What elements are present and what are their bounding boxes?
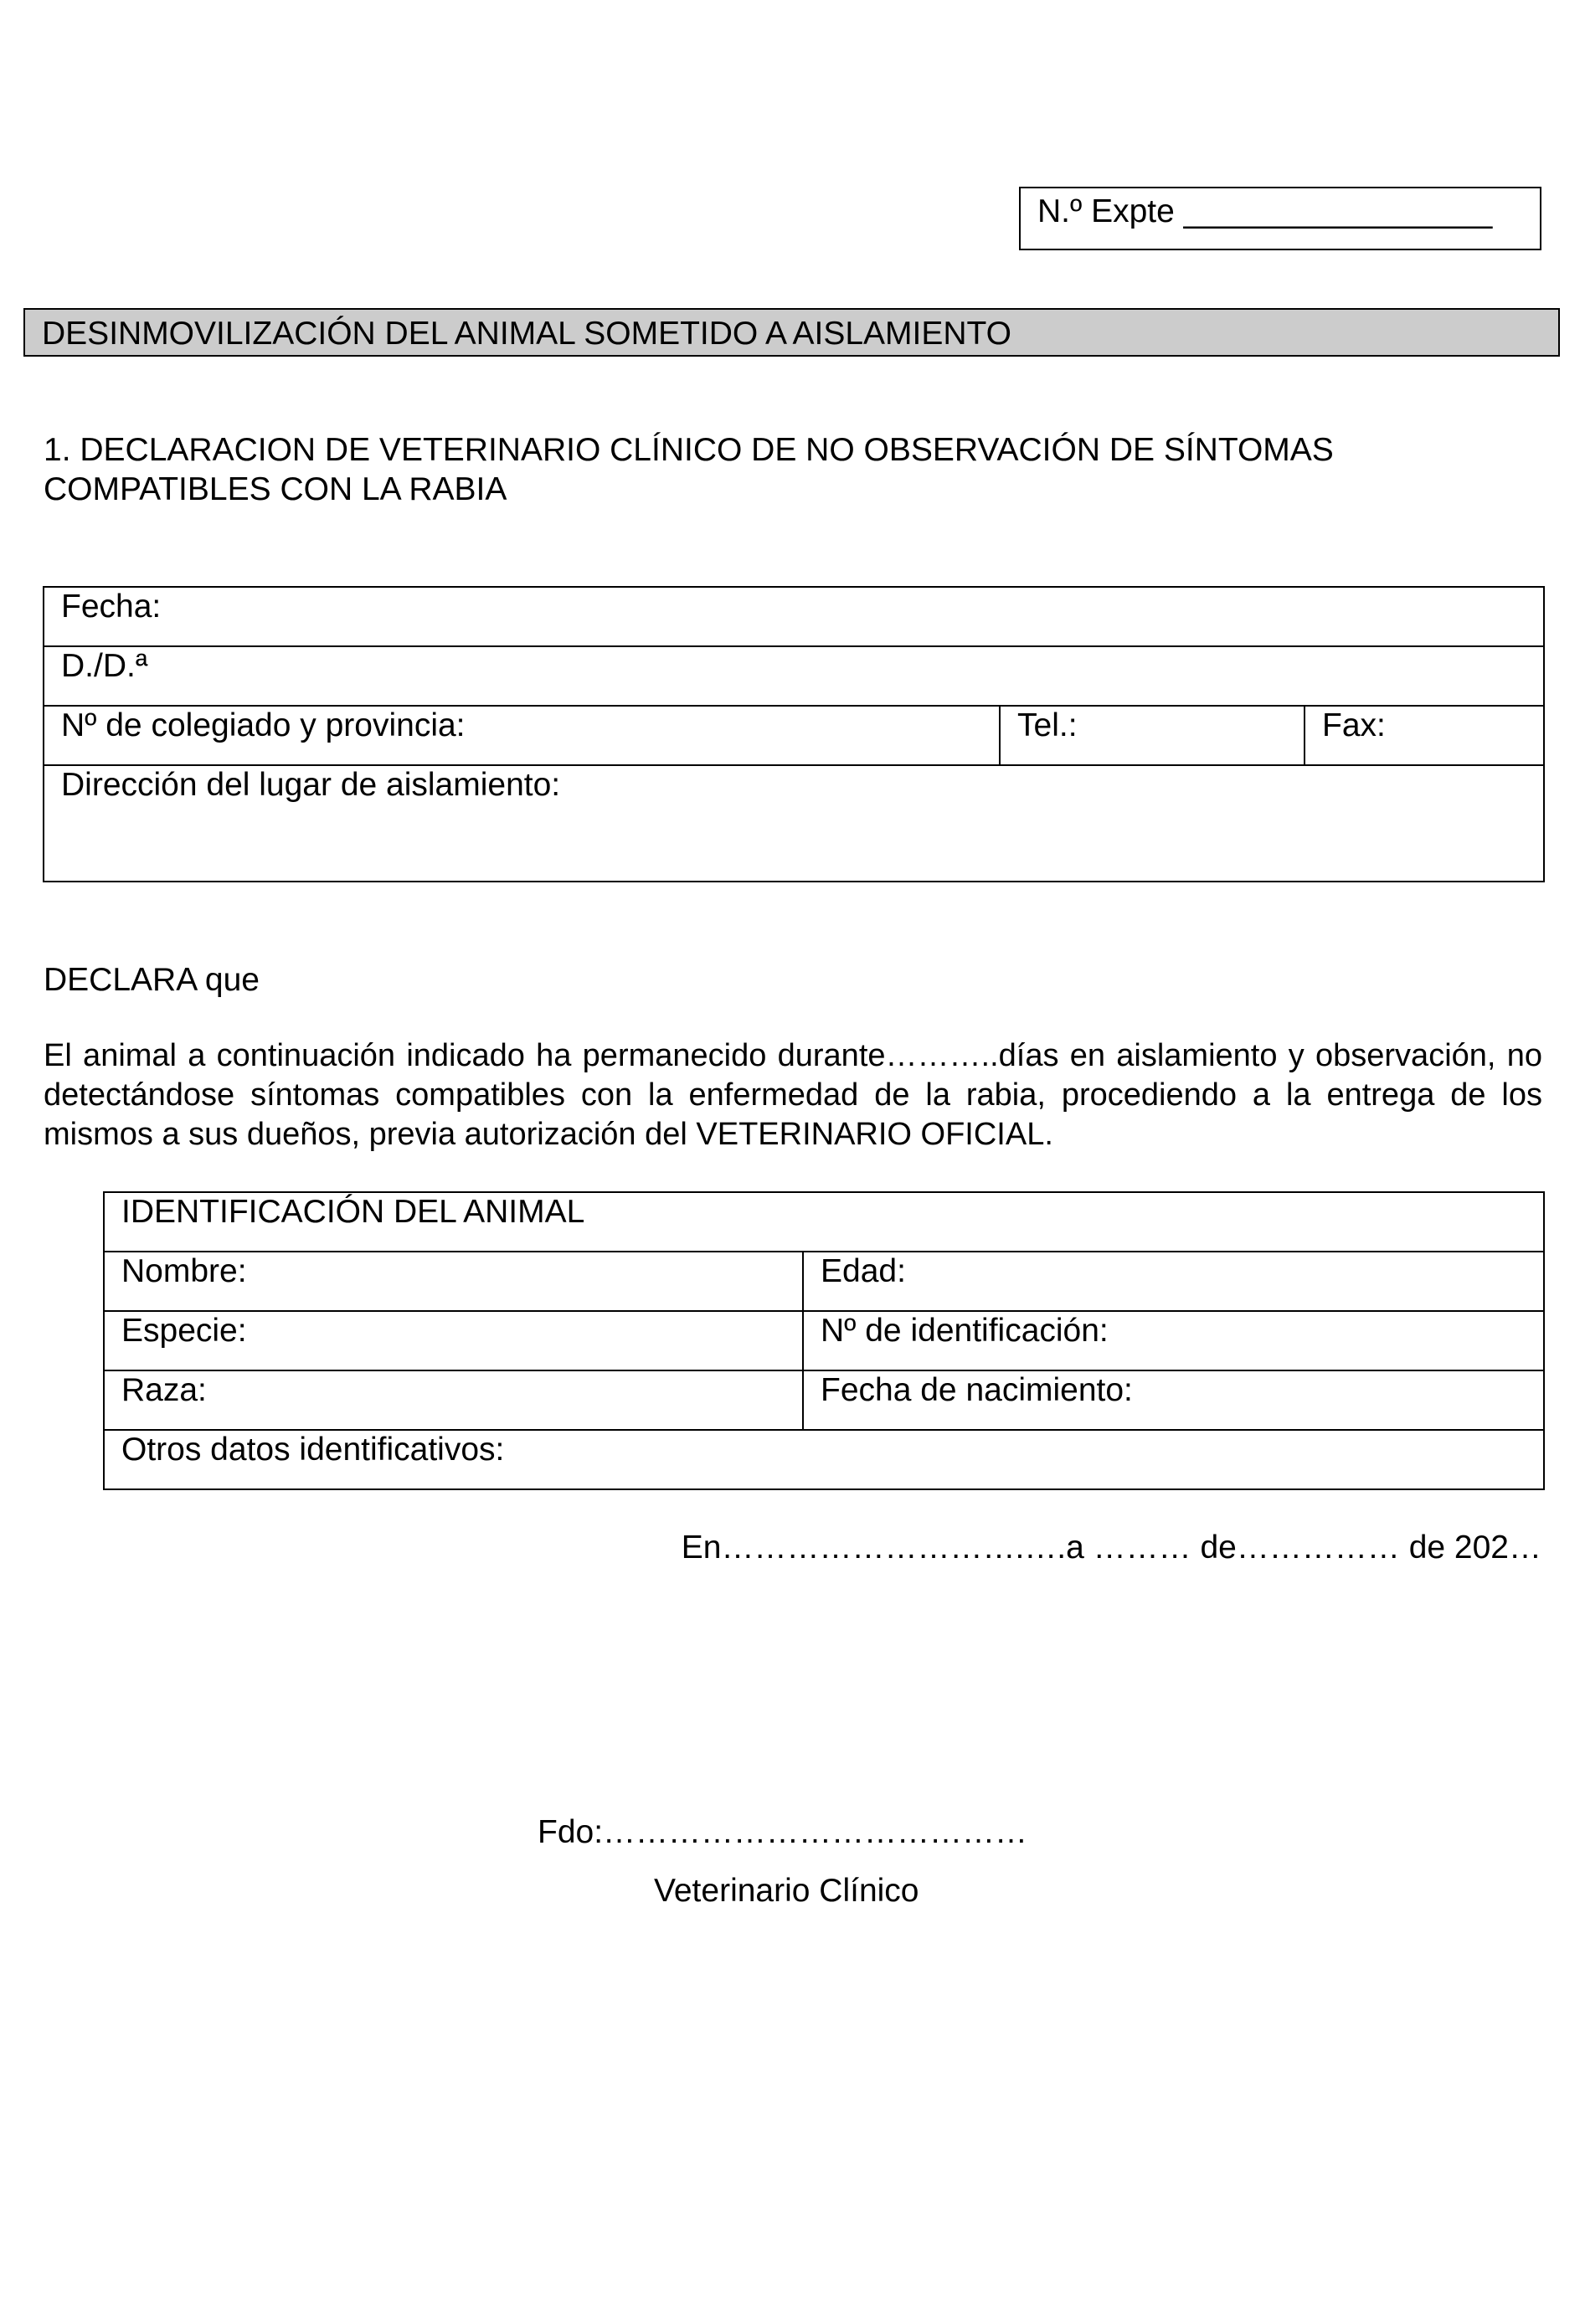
signature-role: Veterinario Clínico [654,1873,919,1909]
vet-name-field[interactable]: D./D.ª [44,646,1544,706]
fax-field[interactable]: Fax: [1305,706,1544,765]
animal-table-header: IDENTIFICACIÓN DEL ANIMAL [104,1192,1544,1252]
animal-nacimiento-field[interactable]: Fecha de nacimiento: [803,1370,1544,1430]
animal-identificacion-field[interactable]: Nº de identificación: [803,1311,1544,1370]
declaration-paragraph: El animal a continuación indicado ha permanecido durante………..días en aislamiento y observación, no detectándose síntomas compatibles con la enfermedad de la rabia, procediendo a la entrega de los mismos a sus dueños, previa autorización del VETERINARIO OFICIAL. [44,1038,1542,1152]
veterinarian-table [43,586,1545,882]
direccion-field[interactable]: Dirección del lugar de aislamiento: [44,765,1544,882]
section-heading: 1. DECLARACION DE VETERINARIO CLÍNICO DE NO OBSERVACIÓN DE SÍNTOMAS COMPATIBLES CON LA RABIA [44,432,1334,507]
signature-line: Fdo:………………………………… [538,1814,1028,1850]
place-date-line: En……………………….….a ……… de…………… de 202… [681,1530,1541,1566]
animal-table [103,1191,1545,1490]
animal-especie-field[interactable]: Especie: [104,1311,803,1370]
fecha-field[interactable]: Fecha: [44,587,1544,646]
title-bar [23,308,1560,357]
expediente-label: N.º Expte _________________ [1037,193,1493,229]
animal-edad-field[interactable]: Edad: [803,1252,1544,1311]
page-title: DESINMOVILIZACIÓN DEL ANIMAL SOMETIDO A AISLAMIENTO [42,316,1012,352]
colegiado-field[interactable]: Nº de colegiado y provincia: [44,706,1000,765]
tel-field[interactable]: Tel.: [1000,706,1305,765]
declara-label: DECLARA que [44,962,260,998]
expediente-box [1019,187,1541,250]
animal-nombre-field[interactable]: Nombre: [104,1252,803,1311]
animal-otros-field[interactable]: Otros datos identificativos: [104,1430,1544,1489]
animal-raza-field[interactable]: Raza: [104,1370,803,1430]
